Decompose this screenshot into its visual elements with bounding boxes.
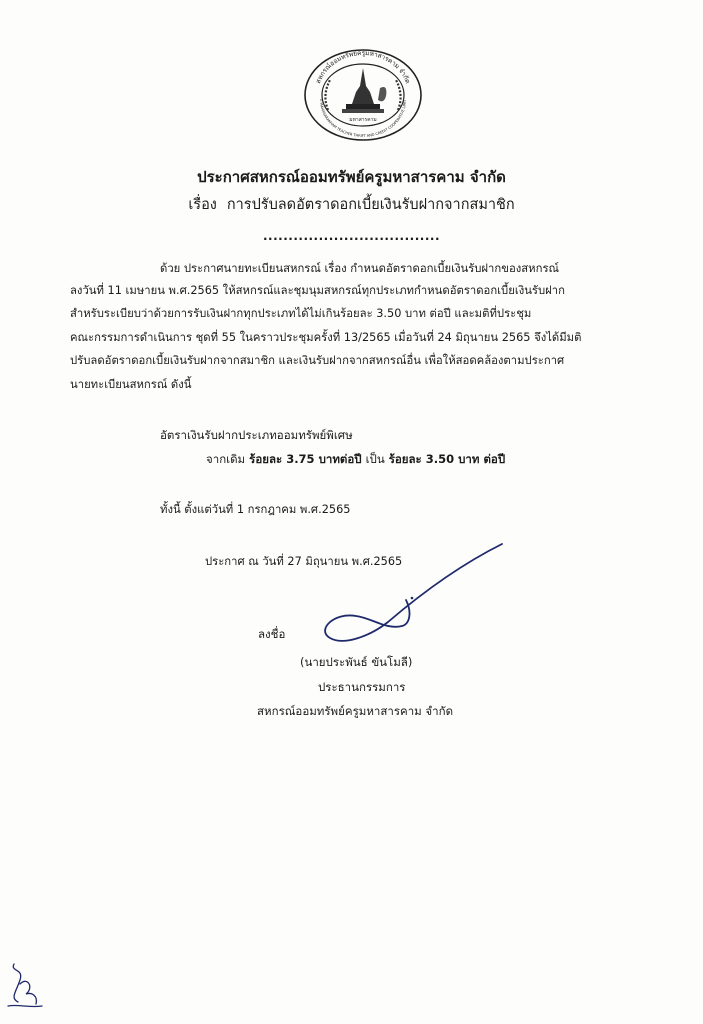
handwritten-initials: [6, 958, 46, 1010]
rate-heading: อัตราเงินรับฝากประเภทออมทรัพย์พิเศษ: [160, 428, 353, 442]
subject-text: การปรับลดอัตราดอกเบี้ยเงินรับฝากจากสมาชิก: [226, 197, 515, 213]
old-rate: ร้อยละ 3.75 บาทต่อปี: [249, 452, 362, 466]
seal-center-text: มหาสารคาม: [349, 117, 377, 123]
seal-bottom-text: E MAHASARAKHAM TEACHER THRIFT AND CREDIT COOPERATIVE LIMIT: [318, 99, 408, 139]
body-line: ลงวันที่ 11 เมษายน พ.ศ.2565 ให้สหกรณ์และชุมนุมสหกรณ์ทุกประเภทกำหนดอัตราดอกเบี้ยเงินรับฝาก: [70, 284, 565, 297]
body-line: ด้วย ประกาศนายทะเบียนสหกรณ์ เรื่อง กำหนดอัตราดอกเบี้ยเงินรับฝากของสหกรณ์: [160, 262, 559, 275]
document-title: ประกาศสหกรณ์ออมทรัพย์ครูมหาสารคาม จำกัด: [197, 168, 506, 186]
announce-date: ประกาศ ณ วันที่ 27 มิถุนายน พ.ศ.2565: [205, 555, 403, 568]
effective-date: ทั้งนี้ ตั้งแต่วันที่ 1 กรกฎาคม พ.ศ.2565: [160, 503, 351, 516]
document-subject: [0, 193, 703, 216]
new-rate: ร้อยละ 3.50 บาท ต่อปี: [388, 452, 506, 466]
body-line: นายทะเบียนสหกรณ์ ดังนี้: [70, 378, 192, 391]
stupa-icon: [342, 68, 386, 113]
subject-label: เรื่อง: [188, 197, 217, 213]
body-line: สำหรับระเบียบว่าด้วยการรับเงินฝากทุกประเภทได้ไม่เกินร้อยละ 3.50 บาท ต่อปี และมติที่ประชุม: [70, 307, 532, 320]
seal-top-text: สหกรณ์ออมทรัพย์ครูมหาสารคาม จำกัด: [314, 48, 412, 85]
signature-label: ลงชื่อ: [258, 627, 286, 641]
rate-to-label: เป็น: [365, 452, 385, 466]
body-line: ปรับลดอัตราดอกเบี้ยเงินรับฝากจากสมาชิก และเงินรับฝากจากสหกรณ์อื่น เพื่อให้สอดคล้องตามประกาศ: [70, 354, 565, 367]
cooperative-seal-logo: [302, 48, 424, 142]
handwritten-signature: [310, 538, 510, 658]
rate-change: [206, 451, 505, 469]
signer-position: ประธานกรรมการ: [318, 680, 406, 694]
rate-from-label: จากเดิม: [206, 452, 246, 466]
signer-name: (นายประพันธ์ ขันโมลี): [300, 655, 413, 669]
body-line: คณะกรรมการดำเนินการ ชุดที่ 55 ในคราวประชุมครั้งที่ 13/2565 เมื่อวันที่ 24 มิถุนายน 2565 จึงได้มีมติ: [70, 331, 582, 344]
signer-organization: สหกรณ์ออมทรัพย์ครูมหาสารคาม จำกัด: [257, 704, 454, 718]
title-separator: ...................................: [262, 229, 441, 243]
